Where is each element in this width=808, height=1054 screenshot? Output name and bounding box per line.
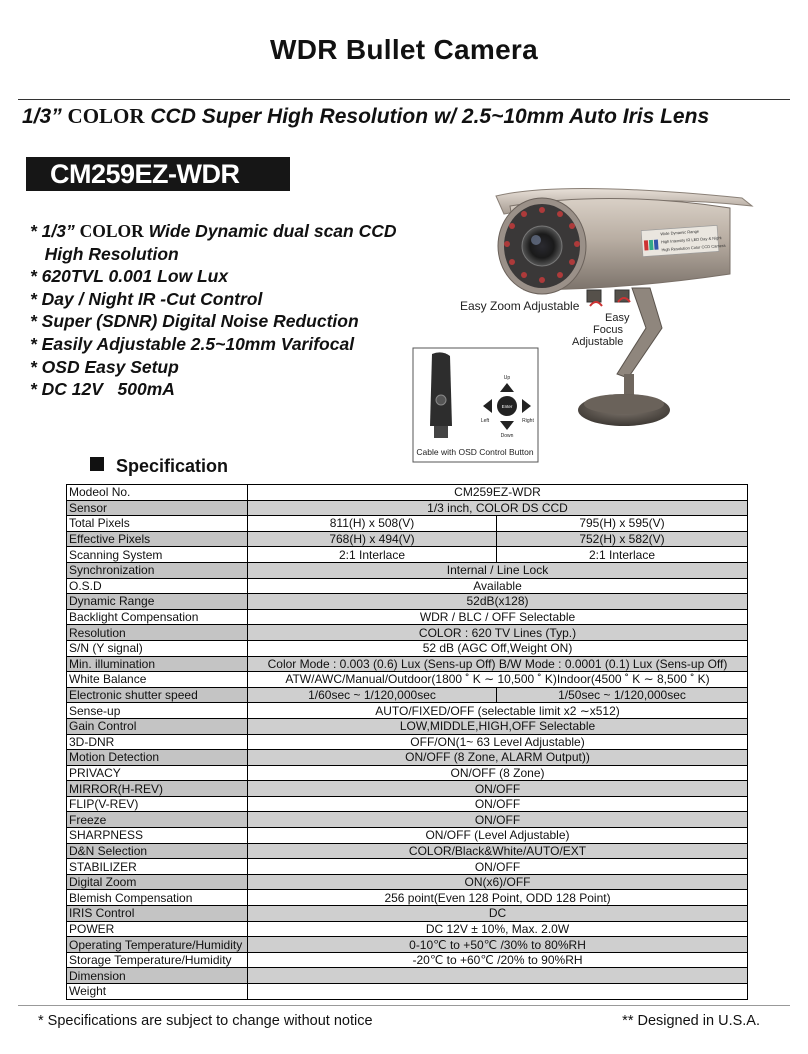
table-row [67,703,748,719]
subtitle-color-word: COLOR [67,104,145,128]
spec-value: -20℃ to +60℃ /20% to 90%RH [248,952,748,968]
footnote-disclaimer: * Specifications are subject to change without notice [38,1013,373,1029]
feature-item: * Super (SDNR) Digital Noise Reduction [30,311,359,332]
footer-divider [18,1005,790,1006]
spec-value: 1/60sec ~ 1/120,000sec [248,687,497,703]
table-row [67,625,748,641]
svg-text:Down: Down [500,433,514,439]
table-row [67,640,748,656]
spec-label: Synchronization [67,562,248,578]
spec-value: DC 12V ± 10%, Max. 2.0W [248,921,748,937]
feature-item: * DC 12V 500mA [30,379,175,400]
spec-label: Operating Temperature/Humidity [67,937,248,953]
spec-value: WDR / BLC / OFF Selectable [248,609,748,625]
spec-value: OFF/ON(1~ 63 Level Adjustable) [248,734,748,750]
table-row [67,547,748,563]
feature-item: * Day / Night IR -Cut Control [30,288,263,309]
spec-value: ON(x6)/OFF [248,874,748,890]
square-bullet-icon [90,457,104,471]
spec-label: S/N (Y signal) [67,640,248,656]
spec-label: Total Pixels [67,516,248,532]
spec-value: 0-10℃ to +50℃ /30% to 80%RH [248,937,748,953]
spec-label: Effective Pixels [67,531,248,547]
spec-label: Digital Zoom [67,874,248,890]
spec-value: 768(H) x 494(V) [248,531,497,547]
focus-label-1: Easy [605,312,630,324]
table-row [67,531,748,547]
spec-label: MIRROR(H-REV) [67,781,248,797]
spec-label: FLIP(V-REV) [67,796,248,812]
spec-value: 795(H) x 595(V) [497,516,748,532]
table-row [67,984,748,1000]
spec-label: IRIS Control [67,906,248,922]
table-row [67,718,748,734]
spec-label: POWER [67,921,248,937]
table-row [67,781,748,797]
table-row [67,672,748,688]
table-row [67,968,748,984]
spec-label: SHARPNESS [67,828,248,844]
spec-value: 811(H) x 508(V) [248,516,497,532]
spec-label: Sensor [67,500,248,516]
spec-value: ON/OFF (Level Adjustable) [248,828,748,844]
spec-label: Motion Detection [67,750,248,766]
feature-item: * 620TVL 0.001 Low Lux [30,266,229,287]
spec-label: Min. illumination [67,656,248,672]
zoom-label: Easy Zoom Adjustable [460,299,580,313]
spec-value: ON/OFF [248,781,748,797]
focus-label-3: Adjustable [572,336,624,348]
spec-value: COLOR/Black&White/AUTO/EXT [248,843,748,859]
spec-label: Dynamic Range [67,594,248,610]
spec-value: LOW,MIDDLE,HIGH,OFF Selectable [248,718,748,734]
spec-value: DC [248,906,748,922]
table-row [67,859,748,875]
table-row [67,812,748,828]
svg-text:Up: Up [503,375,511,381]
svg-text:High Intensity IR LED Day & Ni: High Intensity IR LED Day & Night [660,235,722,245]
svg-text:Right: Right [522,418,534,424]
spec-label: Resolution [67,625,248,641]
model-badge: CM259EZ-WDR [26,157,290,191]
cable-connector [430,352,452,426]
spec-value: 52dB(x128) [248,594,748,610]
spec-label: Dimension [67,968,248,984]
spec-value: AUTO/FIXED/OFF (selectable limit x2 ∼x512) [248,703,748,719]
spec-value: 2:1 Interlace [248,547,497,563]
spec-value: ON/OFF [248,859,748,875]
spec-value: ATW/AWC/Manual/Outdoor(1800 ˚ K ∼ 10,500 ˚ K)Indoor(4500 ˚ K ∼ 8,500 ˚ K) [248,672,748,688]
table-row [67,578,748,594]
spec-value: 1/3 inch, COLOR DS CCD [248,500,748,516]
table-row [67,828,748,844]
feature-list [30,220,450,401]
title-divider [18,99,790,100]
spec-label: Storage Temperature/Humidity [67,952,248,968]
spec-label: Sense-up [67,703,248,719]
spec-label: Freeze [67,812,248,828]
lens [522,226,562,266]
spec-label: STABILIZER [67,859,248,875]
spec-value: 256 point(Even 128 Point, ODD 128 Point) [248,890,748,906]
spec-value: 1/50sec ~ 1/120,000sec [497,687,748,703]
zoom-knob [587,290,601,302]
table-row [67,906,748,922]
spec-label: D&N Selection [67,843,248,859]
spec-value: Available [248,578,748,594]
camera-illustration [412,178,802,468]
table-row [67,562,748,578]
spec-value: CM259EZ-WDR [248,485,748,501]
spec-value: COLOR : 620 TV Lines (Typ.) [248,625,748,641]
feature-item: High Resolution [30,243,179,264]
spec-value [248,984,748,1000]
page-title: WDR Bullet Camera [269,34,539,65]
spec-label: Backlight Compensation [67,609,248,625]
spec-label: Blemish Compensation [67,890,248,906]
table-row [67,750,748,766]
svg-text:Wide Dynamic Range: Wide Dynamic Range [660,228,700,237]
subtitle-suffix: CCD Super High Resolution w/ 2.5~10mm Auto Iris Lens [144,105,710,128]
spec-label: Gain Control [67,718,248,734]
table-row [67,765,748,781]
feature-item: * 1/3” COLOR Wide Dynamic dual scan CCD [30,221,397,241]
table-row [67,937,748,953]
spec-label: O.S.D [67,578,248,594]
svg-text:High Resolution Color CCD Came: High Resolution Color CCD Camera [661,242,726,253]
table-row [67,734,748,750]
spec-value: ON/OFF (8 Zone) [248,765,748,781]
table-row [67,952,748,968]
spec-value: 2:1 Interlace [497,547,748,563]
spec-value: 52 dB (AGC Off,Weight ON) [248,640,748,656]
table-row [67,843,748,859]
svg-text:Enter: Enter [501,404,513,409]
spec-label: White Balance [67,672,248,688]
table-row [67,516,748,532]
focus-knob [615,290,629,302]
table-row [67,687,748,703]
spec-label: Modeol No. [67,485,248,501]
spec-table [66,484,748,1000]
table-row [67,500,748,516]
table-row [67,656,748,672]
spec-value: ON/OFF [248,812,748,828]
subtitle-prefix: 1/3” [22,105,68,128]
cable-caption: Cable with OSD Control Button [416,447,534,457]
footnote-designed: ** Designed in U.S.A. [622,1013,760,1029]
spec-value: ON/OFF (8 Zone, ALARM Output)) [248,750,748,766]
spec-heading: Specification [90,456,228,477]
spec-value: 752(H) x 582(V) [497,531,748,547]
feature-item: * Easily Adjustable 2.5~10mm Varifocal [30,333,355,354]
focus-label-2: Focus [593,324,623,336]
spec-value: Color Mode : 0.003 (0.6) Lux (Sens-up Off) B/W Mode : 0.0001 (0.1) Lux (Sens-up Off) [248,656,748,672]
spec-label: Electronic shutter speed [67,687,248,703]
spec-value: Internal / Line Lock [248,562,748,578]
table-row [67,485,748,501]
spec-label: PRIVACY [67,765,248,781]
camera-label-sticker [641,225,726,256]
table-row [67,874,748,890]
table-row [67,890,748,906]
spec-label: 3D-DNR [67,734,248,750]
subtitle [22,104,802,129]
spec-value: ON/OFF [248,796,748,812]
table-row [67,921,748,937]
feature-item: * OSD Easy Setup [30,356,179,377]
spec-label: Weight [67,984,248,1000]
table-row [67,796,748,812]
spec-value [248,968,748,984]
table-row [67,609,748,625]
table-row [67,594,748,610]
svg-text:Left: Left [480,418,490,424]
spec-label: Scanning System [67,547,248,563]
